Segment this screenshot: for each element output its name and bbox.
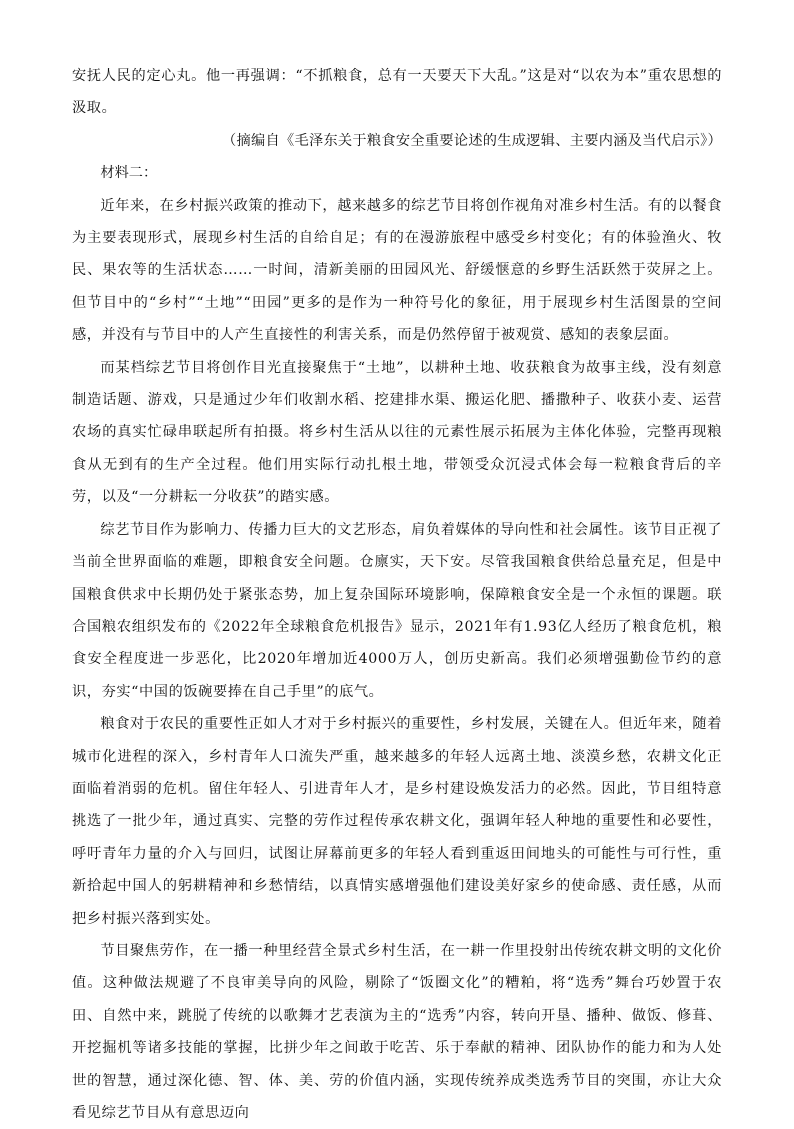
paragraph-material-one-end: 安抚人民的定心丸。他一再强调：“不抓粮食，总有一天要天下大乱。”这是对“以农为本”重农思想的汲取。 <box>72 68 722 117</box>
paragraph-2: 而某档综艺节目将创作目光直接聚焦于“土地”，以耕种土地、收获粮食为故事主线，没有刻意制造话题、游戏，只是通过少年们收割水稻、挖建排水渠、搬运化肥、播撒种子、收获小麦、运营农场的真实忙碌串联起所有拍摄。将乡村生活从以往的元素性展示拓展为主体化体验，完整再现粮食从无到有的生产全过程。他们用实际行动扎根土地，带领受众沉浸式体会每一粒粮食背后的辛劳，以及“一分耕耘一分收获”的踏实感。 <box>72 359 722 506</box>
document-page <box>72 60 722 1129</box>
paragraph-5: 节目聚焦劳作，在一播一种里经营全景式乡村生活，在一耕一作里投射出传统农耕文明的文化价值。这种做法规避了不良审美导向的风险，剔除了“饭圈文化”的糟粕，将“选秀”舞台巧妙置于农田、自然中来，跳脱了传统的以歌舞才艺表演为主的“选秀”内容，转向开垦、播种、做饭、修葺、开挖掘机等诸多技能的掌握，比拼少年之间敢于吃苦、乐于奉献的精神、团队协作的能力和为人处世的智慧，通过深化德、智、体、美、劳的价值内涵，实现传统养成类选秀节目的突围，亦让大众看见综艺节目从有意思迈向 <box>72 942 722 1121</box>
paragraph-1: 近年来，在乡村振兴政策的推动下，越来越多的综艺节目将创作视角对准乡村生活。有的以餐食为主要表现形式，展现乡村生活的自给自足；有的在漫游旅程中感受乡村变化；有的体验渔火、牧民、果农等的生活状态……一时间，清新美丽的田园风光、舒缓惬意的乡野生活跃然于荧屏之上。但节目中的“乡村”“土地”“田园”更多的是作为一种符号化的象征，用于展现乡村生活图景的空间感，并没有与节目中的人产生直接性的利害关系，而是仍然停留于被观赏、感知的表象层面。 <box>72 197 722 344</box>
paragraph-3: 综艺节目作为影响力、传播力巨大的文艺形态，肩负着媒体的导向性和社会属性。该节目正视了当前全世界面临的难题，即粮食安全问题。仓廪实，天下安。尽管我国粮食供给总量充足，但是中国粮食供求中长期仍处于紧张态势，加上复杂国际环境影响，保障粮食安全是一个永恒的课题。联合国粮农组织发布的《2022年全球粮食危机报告》显示，2021年有1.93亿人经历了粮食危机，粮食安全程度进一步恶化，比2020年增加近4000万人，创历史新高。我们必须增强勤俭节约的意识，夯实“中国的饭碗要捧在自己手里”的底气。 <box>72 521 722 700</box>
paragraph-4: 粮食对于农民的重要性正如人才对于乡村振兴的重要性，乡村发展，关键在人。但近年来，随着城市化进程的深入，乡村青年人口流失严重，越来越多的年轻人远离土地、淡漠乡愁，农耕文化正面临着消弱的危机。留住年轻人、引进青年人才，是乡村建设焕发活力的必然。因此，节目组特意挑选了一批少年，通过真实、完整的劳作过程传承农耕文化，强调年轻人种地的重要性和必要性，呼吁青年力量的介入与回归，试图让屏幕前更多的年轻人看到重返田间地头的可能性与可行性，重新拾起中国人的躬耕精神和乡愁情结，以真情实感增强他们建设美好家乡的使命感、责任感，从而把乡村振兴落到实处。 <box>72 716 722 927</box>
source-citation: （摘编自《毛泽东关于粮食安全重要论述的生成逻辑、主要内涵及当代启示》） <box>222 132 722 149</box>
material-two-label: 材料二： <box>100 165 158 182</box>
